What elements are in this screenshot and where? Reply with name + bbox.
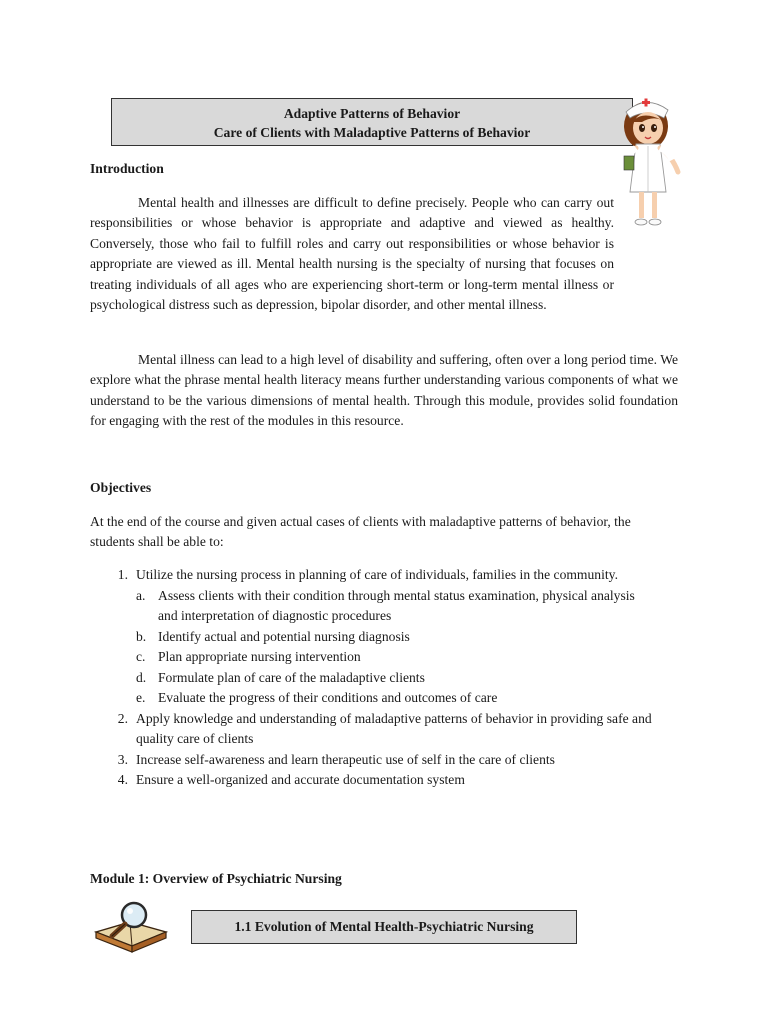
objectives-list	[110, 565, 670, 791]
sub-list-item: e. Evaluate the progress of their conditions and outcomes of care	[136, 690, 498, 705]
introduction-paragraph-1: Mental health and illnesses are difficult to define precisely. People who can carry out responsibilities or whose behavior is appropriate and adaptive and viewed as healthy. Conversely, those who fail to fulfill roles and carry out responsibilities or whose behavior is appropriate are viewed as ill. Mental health nursing is the specialty of nursing that focuses on treating individuals of all ages who are experiencing short-term or long-term mental illness or psychological distress such as depression, bipolar disorder, and other mental illness.	[90, 195, 614, 313]
book-magnifier-icon	[90, 898, 172, 954]
sub-list-item: a. Assess clients with their condition through mental status examination, physical analysis and interpretation of diagnostic procedures	[136, 587, 635, 623]
title-line-2: Care of Clients with Maladaptive Patterns of Behavior	[213, 125, 531, 140]
list-item: 3. Increase self-awareness and learn therapeutic use of self in the care of clients	[117, 751, 555, 767]
sub-list-item: c. Plan appropriate nursing intervention	[136, 649, 361, 664]
list-item: 1. Utilize the nursing process in planning of care of individuals, families in the community.	[117, 567, 618, 582]
sub-list-item: b. Identify actual and potential nursing diagnosis	[136, 628, 410, 644]
section-title-box	[191, 910, 577, 944]
sub-list-item: d. Formulate plan of care of the maladaptive clients	[136, 669, 425, 685]
list-item: 4. Ensure a well-organized and accurate documentation system	[117, 772, 465, 787]
list-item: 2. Apply knowledge and understanding of maladaptive patterns of behavior in providing safe and quality care of clients	[117, 710, 652, 746]
section-title: 1.1 Evolution of Mental Health-Psychiatric Nursing	[234, 919, 534, 934]
title-line-1: Adaptive Patterns of Behavior	[283, 106, 461, 121]
objectives-heading: Objectives	[90, 480, 152, 495]
introduction-heading: Introduction	[90, 161, 164, 176]
title-box	[111, 98, 633, 146]
objectives-intro: At the end of the course and given actual cases of clients with maladaptive patterns of behavior, the students shall be able to:	[90, 514, 631, 550]
introduction-paragraph-2: Mental illness can lead to a high level of disability and suffering, often over a long period time. We explore what the phrase mental health literacy means further understanding various components of what we understand to be the various dimensions of mental health. Through this module, provides solid foundation for engaging with the rest of the modules in this resource.	[90, 352, 678, 429]
module-heading: Module 1: Overview of Psychiatric Nursing	[90, 871, 342, 886]
